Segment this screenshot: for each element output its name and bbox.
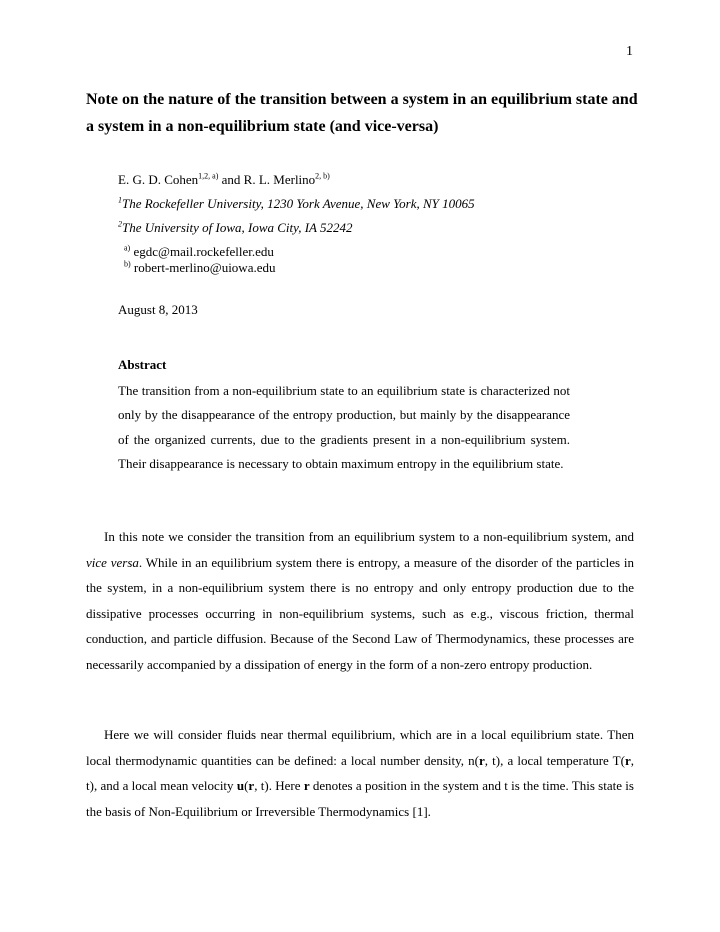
affiliation-superscript: 2 (118, 219, 122, 229)
email-address: egdc@mail.rockefeller.edu (133, 244, 274, 259)
email-superscript: a) (124, 243, 131, 253)
affiliation (118, 196, 475, 212)
author-conjunction: and (218, 172, 244, 187)
affiliation-text: The University of Iowa, Iowa City, IA 52242 (122, 220, 353, 235)
body-paragraph (86, 722, 634, 824)
page-number: 1 (626, 44, 633, 59)
author-line (118, 172, 330, 188)
body-paragraph (86, 524, 634, 678)
email-superscript: b) (124, 259, 131, 269)
paragraph-text: Here we will consider fluids near thermal equilibrium, which are in a local equilibrium state. Then local thermodynamic quantities can be defined: a local number density, n( (86, 727, 634, 768)
vector-symbol: u (236, 778, 245, 794)
paragraph-text: , t), a local temperature T( (484, 752, 625, 768)
paragraph-text: , t). Here (254, 778, 304, 794)
vector-symbol: r (479, 752, 485, 768)
email-address: robert-merlino@uiowa.edu (133, 260, 276, 275)
vector-symbol: r (248, 778, 255, 794)
date: August 8, 2013 (118, 302, 198, 317)
abstract-heading: Abstract (118, 357, 167, 372)
paragraph-text: . While in an equilibrium system there is entropy, a measure of the disorder of the particles in the system, in a non-equilibrium system there is no entropy and only entropy production due to the dissipative processes occurring in non-equilibrium systems, such as e.g., viscous friction, thermal conduction, and particle diffusion. Because of the Second Law of Thermodynamics, these processes are necessarily accompanied by a dissipation of energy in the form of a non-zero entropy production. (86, 554, 634, 672)
affiliation-superscript: 1 (118, 195, 122, 205)
affiliation-text: The Rockefeller University, 1230 York Avenue, New York, NY 10065 (122, 196, 475, 211)
paragraph-text: ( (244, 778, 249, 794)
author-superscript: 2, b) (315, 171, 330, 181)
email-line (124, 260, 276, 276)
vector-symbol: r (303, 778, 310, 794)
abstract-text: The transition from a non-equilibrium state to an equilibrium state is characterized not only by the disappearance of the entropy production, but mainly by the disappearance of the organized currents, due to the gradients present in a non-equilibrium system. Their disappearance is necessary to obtain maximum entropy in the equilibrium state. (118, 383, 570, 472)
paragraph-text: denotes a position in the system and t is the time. This state is the basis of Non-Equilibrium or Irreversible Thermodynamics [1]. (86, 778, 634, 819)
email-line (124, 244, 274, 260)
paragraph-text: , t), and a local mean velocity (86, 752, 634, 794)
vector-symbol: r (624, 752, 631, 768)
author-superscript: 1,2, a) (198, 171, 219, 181)
author-name: R. L. Merlino (243, 172, 316, 187)
affiliation (118, 220, 353, 236)
paper-title: Note on the nature of the transition between a system in an equilibrium state and a system in a non-equilibrium state (and vice-versa) (86, 91, 638, 135)
paragraph-text: In this note we consider the transition from an equilibrium system to a non-equilibrium system, and (104, 529, 634, 544)
italic-phrase: vice versa (86, 554, 139, 570)
author-name: E. G. D. Cohen (118, 172, 199, 187)
